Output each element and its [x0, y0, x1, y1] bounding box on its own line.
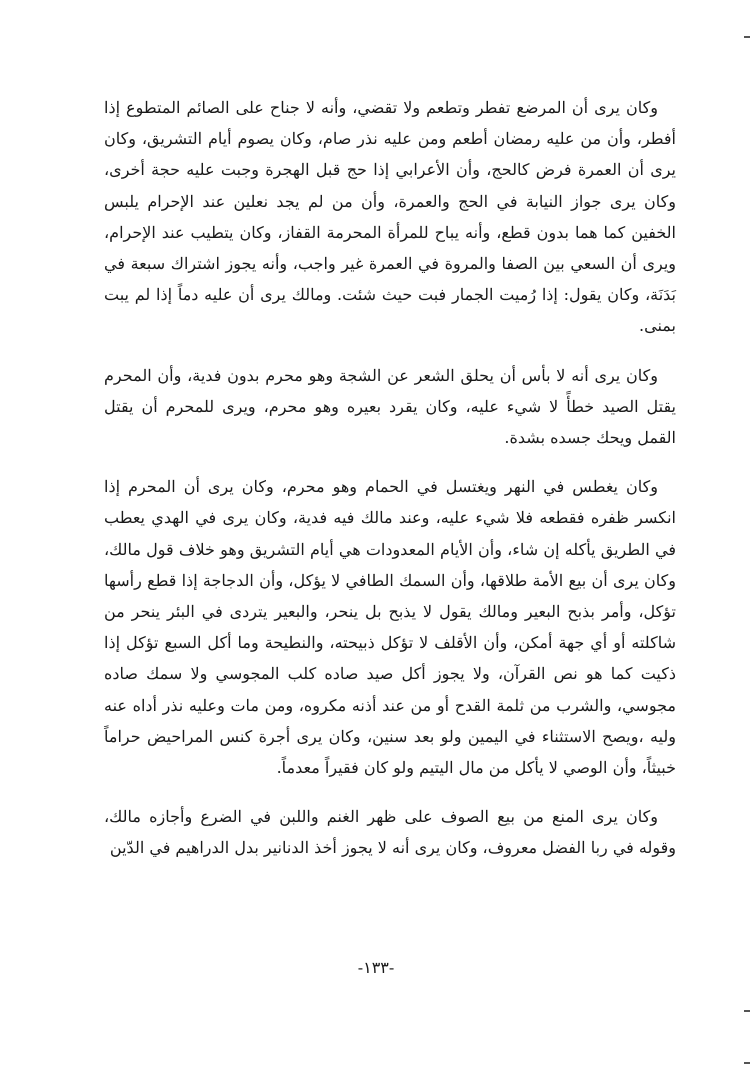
edge-mark [744, 1010, 750, 1012]
paragraph: وكان يرى المنع من بيع الصوف على ظهر الغنم واللبن في الضرع وأجازه مالك، وقوله في ربا الفضل معروف، وكان يرى أنه لا يجوز أخذ الدنانير بدل الدراهيم في الدّين [104, 807, 676, 858]
edge-mark [744, 36, 750, 38]
page-number: -١٣٣- [357, 958, 395, 977]
body-text [104, 92, 676, 864]
paragraph: وكان يرى أنه لا بأس أن يحلق الشعر عن الشجة وهو محرم بدون فدية، وأن المحرم يقتل الصيد خطأً لا شيء عليه، وكان يقرد بعيره وهو محرم، ويرى للمحرم أن يقتل القمل ويحك جسده بشدة. [104, 365, 676, 448]
paragraph: وكان يغطس في النهر ويغتسل في الحمام وهو محرم، وكان يرى أن المحرم إذا انكسر ظفره فقطعه فلا شيء عليه، وعند مالك فيه فدية، وكان يرى في الهدي يعطب في الطريق يأكله إن شاء، وأن الأيام المعدودات هي أيام التشريق وهو خلاف قول مالك، وكان يرى أن بيع الأمة طلاقها، وأن السمك الطافي لا يؤكل، وأن الدجاجة إذا قطع رأسها تؤكل، وأمر بذبح البعير ومالك يقول لا يذبح بل ينحر، والبعير يتردى في البئر ينحر من شاكلته أو أي جهة أمكن، وأن الأقلف لا تؤكل ذبيحته، والنطيحة وما أكل السبع تؤكل إذا ذكيت كما هو نص القرآن، ولا يجوز أكل صيد صاده كلب المجوسي ولا سمك صاده مجوسي، والشرب من ثلمة القدح أو من عند أذنه مكروه، ومن مات وعليه نذر أداه عنه وليه ،ويصح الاستثناء في اليمين ولو بعد سنين، وكان يرى أجرة كنس المراحيض حراماً خبيثاً، وأن الوصي لا يأكل من مال اليتيم ولو كان فقيراً معدماً. [104, 477, 676, 778]
edge-mark [744, 1062, 750, 1064]
paragraph: وكان يرى أن المرضع تفطر وتطعم ولا تقضي، وأنه لا جناح على الصائم المتطوع إذا أفطر، وأن من عليه رمضان أطعم ومن عليه نذر صام، وكان يصوم أيام التشريق، وكان يرى أن العمرة فرض كالحج، وأن الأعرابي إذا حج قبل الهجرة وجبت عليه حجة أخرى، وكان يرى جواز النيابة في الحج والعمرة، وأن من لم يجد نعلين عند الإحرام يلبس الخفين كما هما بدون قطع، وأنه يباح للمرأة المحرمة القفاز، وكان يتطيب عند الإحرام، ويرى أن السعي بين الصفا والمروة في العمرة غير واجب، وأنه يجوز اشتراك سبعة في بَدَنَة، وكان يقول: إذا رُميت الجمار فبت حيث شئت. ومالك يرى أن عليه دماً إذا لم يبت بمنى. [104, 98, 677, 336]
